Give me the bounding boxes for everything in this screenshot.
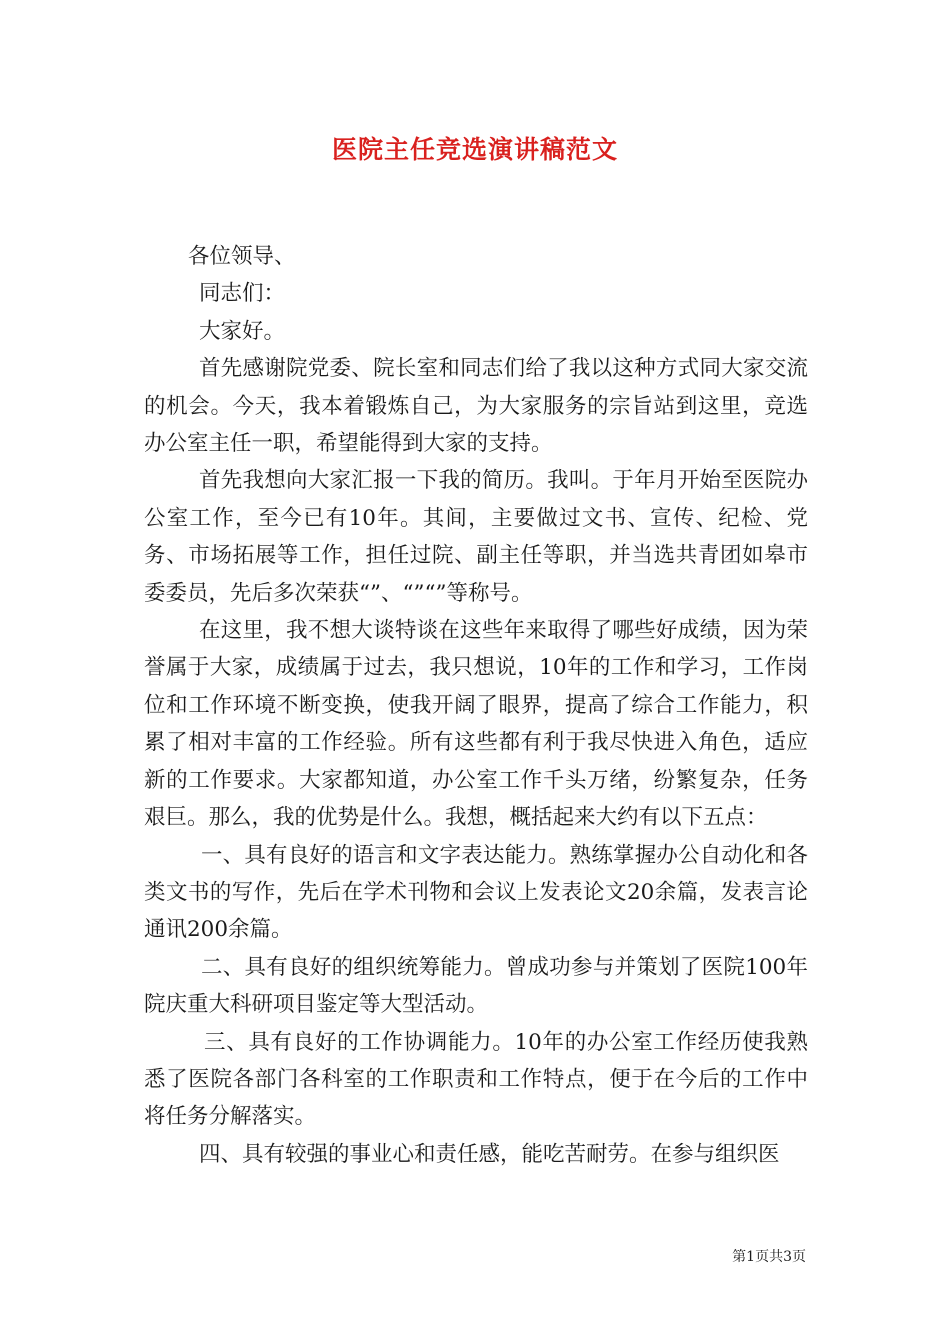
greeting: 大家好。 <box>199 318 286 344</box>
point-one: 一、具有良好的语言和文字表达能力。熟练掌握办公自动化和各类文书的写作，先后在学术刊物和会议上发表论文20余篇，发表言论通讯200余篇。 <box>144 842 808 943</box>
paragraph-thanks: 首先感谢院党委、院长室和同志们给了我以这种方式同大家交流的机会。今天，我本着锻炼自己，为大家服务的宗旨站到这里，竞选办公室主任一职，希望能得到大家的支持。 <box>144 356 808 457</box>
point-four: 四、具有较强的事业心和责任感，能吃苦耐劳。在参与组织医 <box>199 1141 780 1167</box>
point-three: 三、具有良好的工作协调能力。10年的办公室工作经历使我熟悉了医院各部门各科室的工作职责和工作特点，便于在今后的工作中将任务分解落实。 <box>144 1029 808 1130</box>
document-body <box>144 238 808 1173</box>
salutation-leaders: 各位领导、 <box>188 244 296 269</box>
page-number: 第1页共3页 <box>732 1249 806 1265</box>
point-two: 二、具有良好的组织统筹能力。曾成功参与并策划了医院100年院庆重大科研项目鉴定等大型活动。 <box>144 954 808 1018</box>
paragraph-advantages: 在这里，我不想大谈特谈在这些年来取得了哪些好成绩，因为荣誉属于大家，成绩属于过去，我只想说，10年的工作和学习，工作岗位和工作环境不断变换，使我开阔了眼界，提高了综合工作能力，积累了相对丰富的工作经验。所有这些都有利于我尽快进入角色，适应新的工作要求。大家都知道，办公室工作千头万绪，纷繁复杂，任务艰巨。那么，我的优势是什么。我想，概括起来大约有以下五点： <box>144 618 808 831</box>
document-title: 医院主任竞选演讲稿范文 <box>331 135 618 164</box>
paragraph-resume: 首先我想向大家汇报一下我的简历。我叫。于年月开始至医院办公室工作，至今已有10年。其间，主要做过文书、宣传、纪检、党务、市场拓展等工作，担任过院、副主任等职，并当选共青团如皋市委委员，先后多次荣获“”、“”“”等称号。 <box>144 468 808 606</box>
salutation-comrades: 同志们： <box>199 281 286 307</box>
